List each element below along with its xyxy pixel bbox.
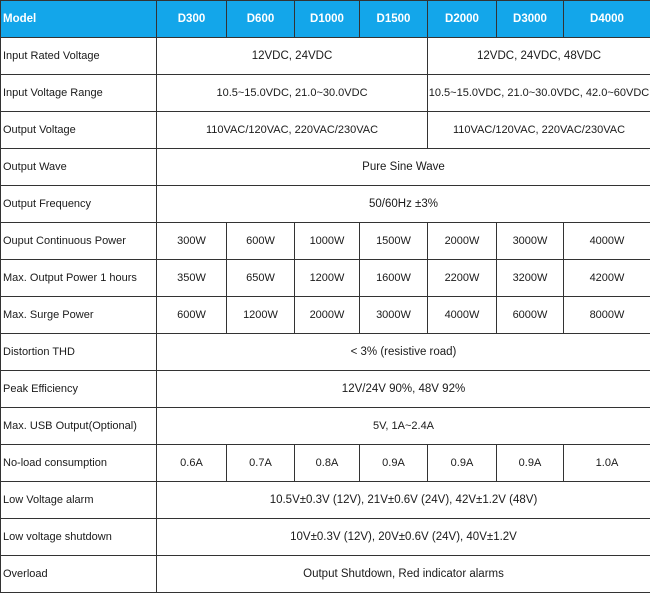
row-label: Low Voltage alarm xyxy=(1,482,157,519)
row-input-rated-voltage xyxy=(1,38,650,75)
row-label: Output Voltage xyxy=(1,112,157,149)
row-label: Output Wave xyxy=(1,149,157,186)
row-label: Distortion THD xyxy=(1,334,157,371)
value-cell: 2000W xyxy=(428,223,497,260)
value-cell: 0.7A xyxy=(227,445,295,482)
value-cell: 1200W xyxy=(295,260,360,297)
header-cell-d300: D300 xyxy=(157,1,227,38)
value-cell: 0.6A xyxy=(157,445,227,482)
value-cell: 1000W xyxy=(295,223,360,260)
value-cell: 1200W xyxy=(227,297,295,334)
value-cell: 2200W xyxy=(428,260,497,297)
row-output-frequency xyxy=(1,186,650,223)
row-input-voltage-range xyxy=(1,75,650,112)
value-cell: 350W xyxy=(157,260,227,297)
value-cell-all: 10.5V±0.3V (12V), 21V±0.6V (24V), 42V±1.2V (48V) xyxy=(157,482,650,519)
header-cell-d2000: D2000 xyxy=(428,1,497,38)
value-cell-all: 10V±0.3V (12V), 20V±0.6V (24V), 40V±1.2V xyxy=(157,519,650,556)
value-cell-group-1: 10.5~15.0VDC, 21.0~30.0VDC xyxy=(157,75,428,112)
row-max-usb-output xyxy=(1,408,650,445)
value-cell: 2000W xyxy=(295,297,360,334)
value-cell: 0.9A xyxy=(360,445,428,482)
value-cell-all: < 3% (resistive road) xyxy=(157,334,650,371)
row-label: Max. Surge Power xyxy=(1,297,157,334)
value-cell-all: 12V/24V 90%, 48V 92% xyxy=(157,371,650,408)
header-cell-d1000: D1000 xyxy=(295,1,360,38)
value-cell: 0.9A xyxy=(428,445,497,482)
row-low-voltage-alarm xyxy=(1,482,650,519)
value-cell: 600W xyxy=(157,297,227,334)
row-low-voltage-shutdown xyxy=(1,519,650,556)
row-label: Peak Efficiency xyxy=(1,371,157,408)
row-continuous-power xyxy=(1,223,650,260)
value-cell: 3000W xyxy=(497,223,564,260)
value-cell: 4000W xyxy=(428,297,497,334)
row-max-output-power xyxy=(1,260,650,297)
row-output-voltage xyxy=(1,112,650,149)
value-cell-all: Output Shutdown, Red indicator alarms xyxy=(157,556,650,593)
header-row xyxy=(1,1,650,38)
value-cell-group-2: 10.5~15.0VDC, 21.0~30.0VDC, 42.0~60VDC xyxy=(428,75,650,112)
value-cell: 3000W xyxy=(360,297,428,334)
row-no-load-consumption xyxy=(1,445,650,482)
value-cell: 650W xyxy=(227,260,295,297)
value-cell: 1600W xyxy=(360,260,428,297)
row-label: No-load consumption xyxy=(1,445,157,482)
header-cell-d1500: D1500 xyxy=(360,1,428,38)
value-cell: 1500W xyxy=(360,223,428,260)
value-cell: 4200W xyxy=(564,260,650,297)
value-cell: 0.8A xyxy=(295,445,360,482)
row-label: Input Voltage Range xyxy=(1,75,157,112)
row-output-wave xyxy=(1,149,650,186)
value-cell-group-1: 12VDC, 24VDC xyxy=(157,38,428,75)
value-cell: 0.9A xyxy=(497,445,564,482)
value-cell: 3200W xyxy=(497,260,564,297)
header-cell-model: Model xyxy=(1,1,157,38)
value-cell-group-2: 12VDC, 24VDC, 48VDC xyxy=(428,38,650,75)
row-max-surge-power xyxy=(1,297,650,334)
value-cell-all: 50/60Hz ±3% xyxy=(157,186,650,223)
header-cell-d3000: D3000 xyxy=(497,1,564,38)
row-label: Max. USB Output(Optional) xyxy=(1,408,157,445)
row-label: Output Frequency xyxy=(1,186,157,223)
header-cell-d4000: D4000 xyxy=(564,1,650,38)
value-cell-group-1: 110VAC/120VAC, 220VAC/230VAC xyxy=(157,112,428,149)
value-cell: 1.0A xyxy=(564,445,650,482)
row-label: Input Rated Voltage xyxy=(1,38,157,75)
value-cell-all: Pure Sine Wave xyxy=(157,149,650,186)
value-cell-all: 5V, 1A~2.4A xyxy=(157,408,650,445)
value-cell: 4000W xyxy=(564,223,650,260)
header-cell-d600: D600 xyxy=(227,1,295,38)
row-label: Overload xyxy=(1,556,157,593)
value-cell-group-2: 110VAC/120VAC, 220VAC/230VAC xyxy=(428,112,650,149)
value-cell: 300W xyxy=(157,223,227,260)
value-cell: 6000W xyxy=(497,297,564,334)
row-distortion-thd xyxy=(1,334,650,371)
row-peak-efficiency xyxy=(1,371,650,408)
row-label: Ouput Continuous Power xyxy=(1,223,157,260)
value-cell: 600W xyxy=(227,223,295,260)
row-label: Max. Output Power 1 hours xyxy=(1,260,157,297)
value-cell: 8000W xyxy=(564,297,650,334)
row-label: Low voltage shutdown xyxy=(1,519,157,556)
